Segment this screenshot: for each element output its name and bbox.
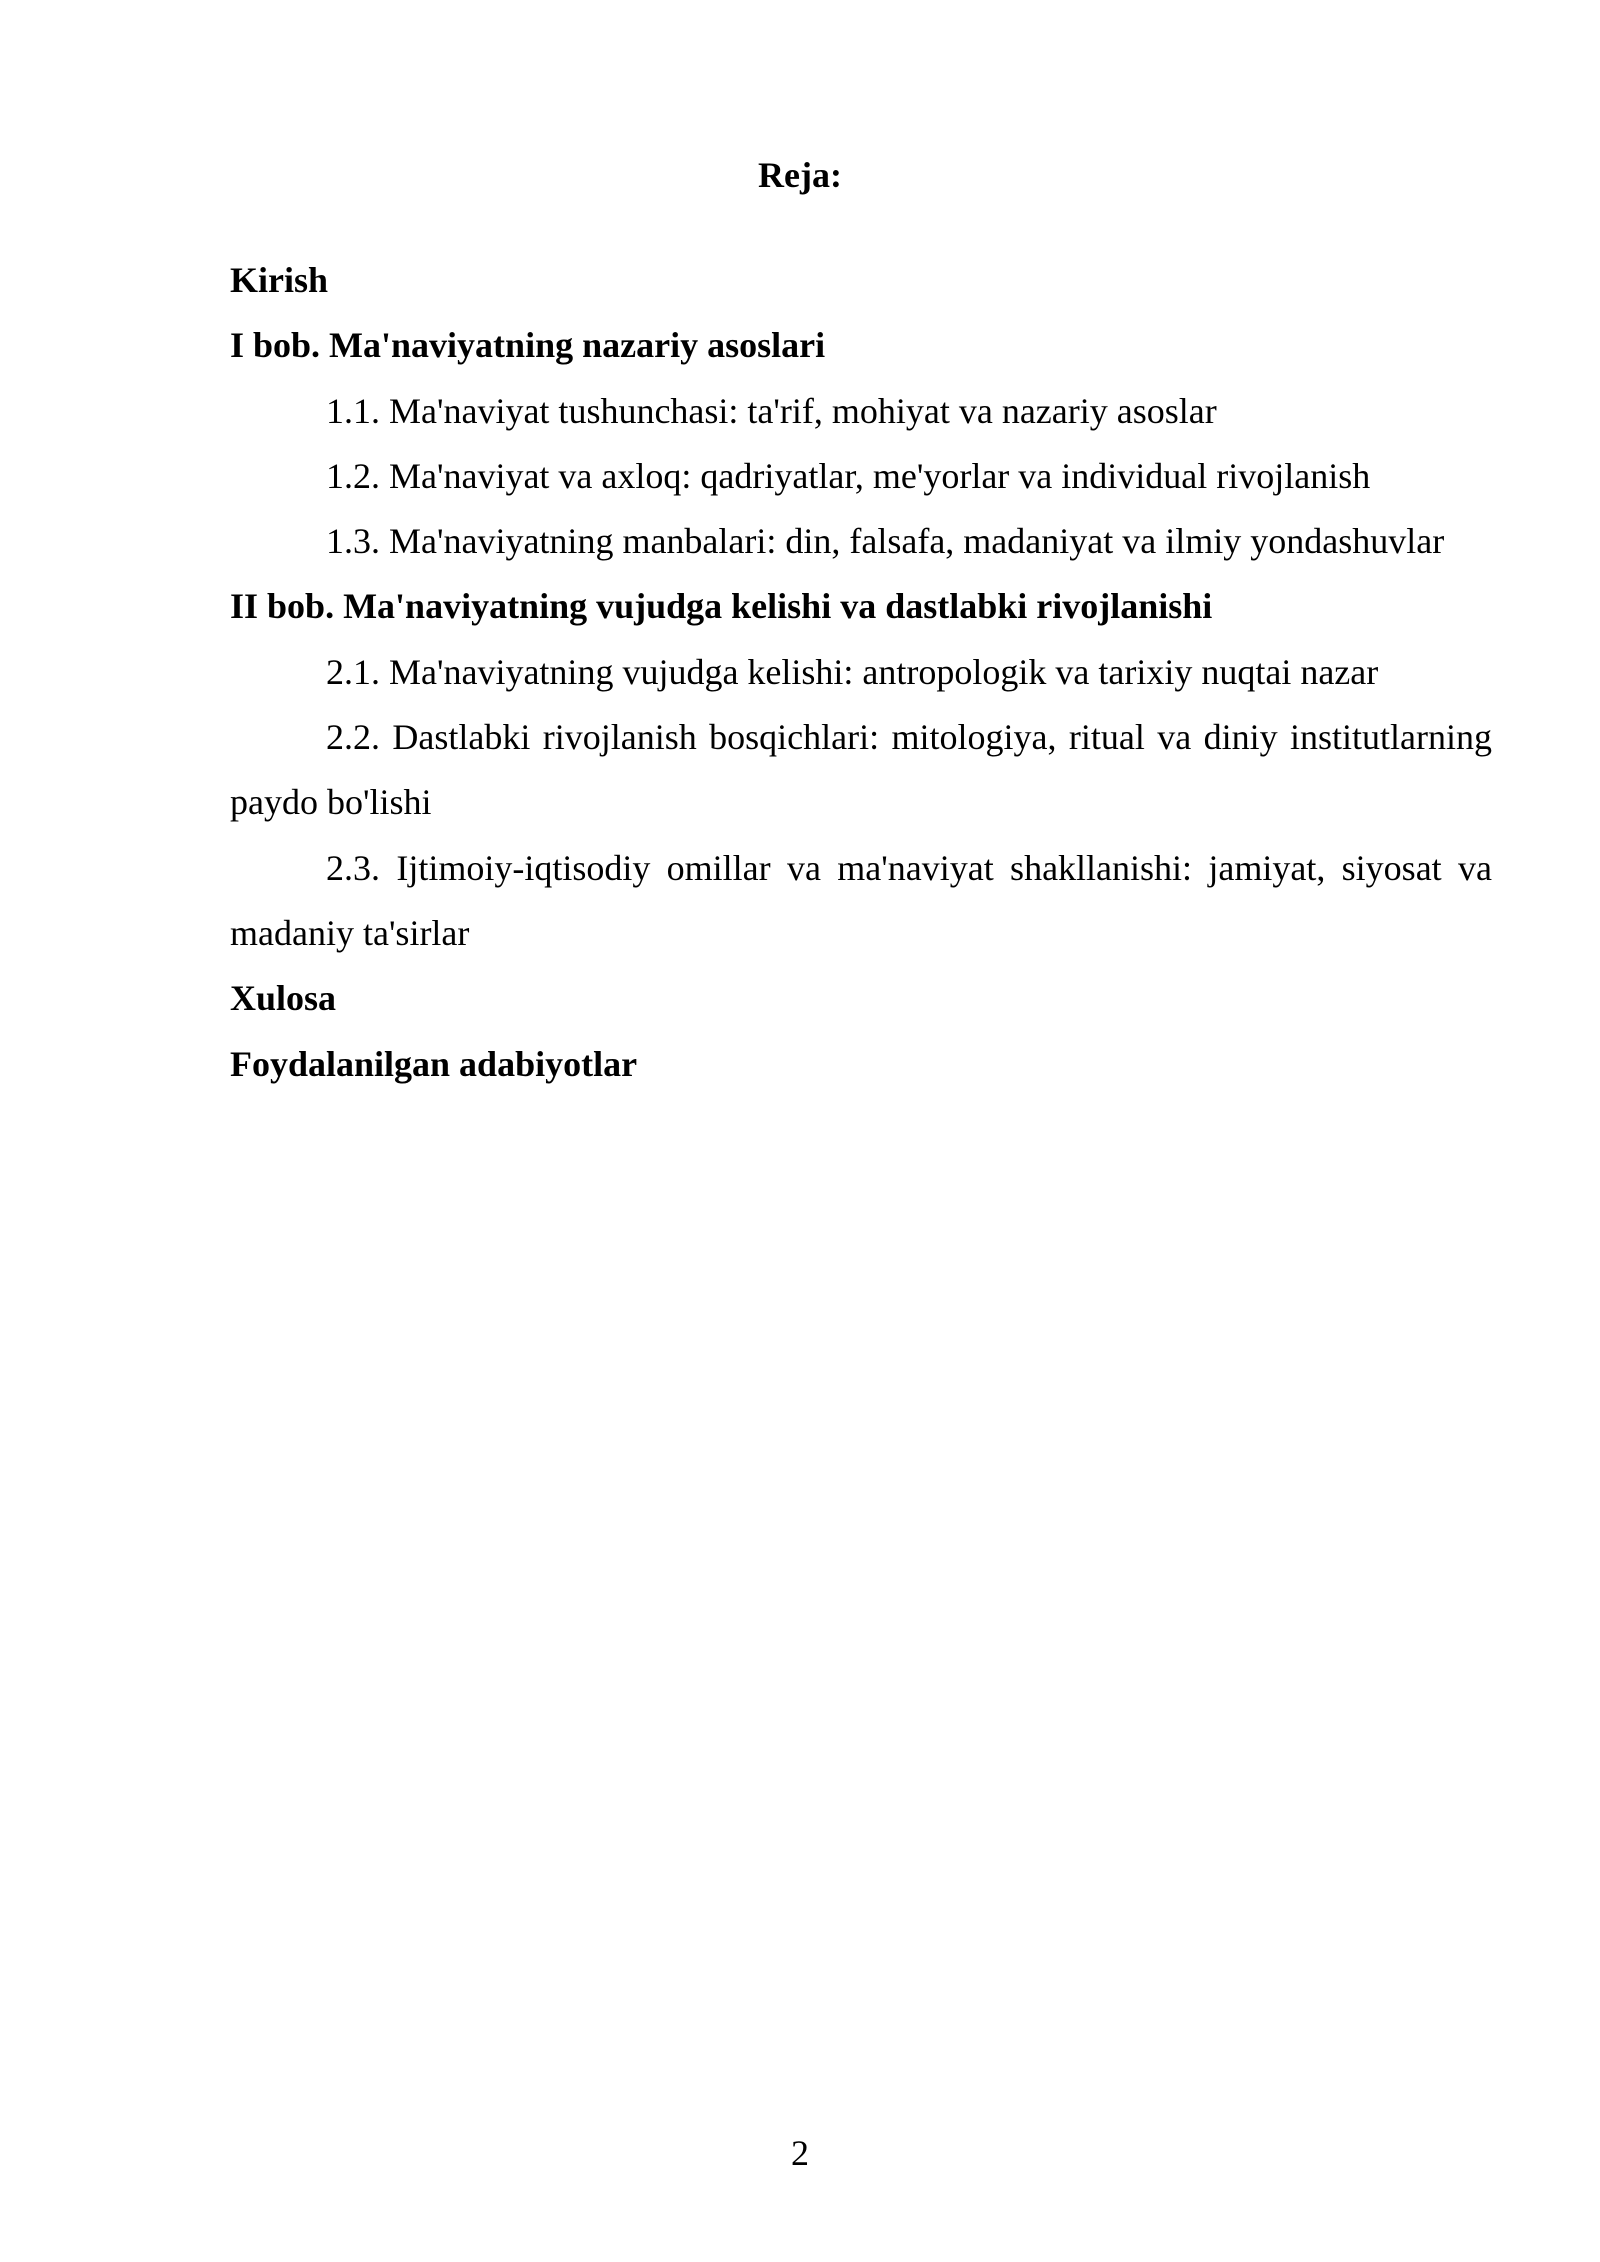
toc-references: Foydalanilgan adabiyotlar [230,1043,638,1084]
table-of-contents [230,248,1492,1097]
page-number: 2 [791,2133,809,2173]
toc-item-2-3: 2.3. Ijtimoiy-iqtisodiy omillar va ma'naviyat shakllanishi: jamiyat, siyosat va madaniy ta'sirlar [230,847,1492,953]
toc-item-1-1: 1.1. Ma'naviyat tushunchasi: ta'rif, mohiyat va nazariy asoslar [326,390,1217,431]
toc-item-2-2: 2.2. Dastlabki rivojlanish bosqichlari: mitologiya, ritual va diniy institutlarning paydo bo'lishi [230,717,1492,823]
toc-item-1-2: 1.2. Ma'naviyat va axloq: qadriyatlar, me'yorlar va individual rivojlanish [326,455,1371,496]
toc-chapter-2-heading: II bob. Ma'naviyatning vujudga kelishi va dastlabki rivojlanishi [230,586,1213,627]
toc-intro: Kirish [230,260,329,300]
toc-item-1-3: 1.3. Ma'naviyatning manbalari: din, falsafa, madaniyat va ilmiy yondashuvlar [326,521,1445,562]
toc-chapter-1-heading: I bob. Ma'naviyatning nazariy asoslari [230,325,826,366]
toc-item-2-1: 2.1. Ma'naviyatning vujudga kelishi: antropologik va tarixiy nuqtai nazar [326,651,1379,692]
toc-conclusion: Xulosa [230,978,337,1019]
page-title: Reja: [758,155,842,195]
